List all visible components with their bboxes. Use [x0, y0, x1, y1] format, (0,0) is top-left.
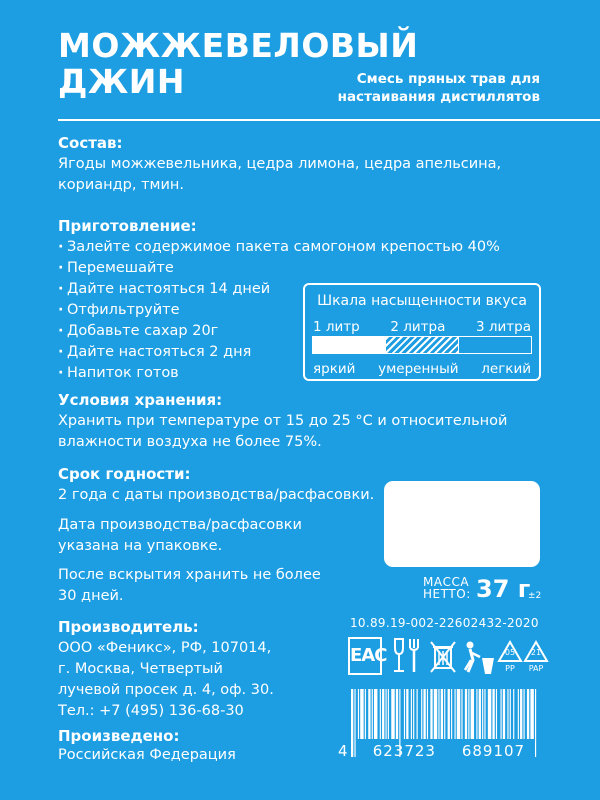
date-stamp-box: [384, 481, 540, 567]
made-in-country: Российская Федерация: [58, 747, 236, 763]
taste-scale: [303, 283, 541, 381]
date-note-line-2: указана на упаковке.: [58, 538, 223, 554]
list-item: · Дайте настояться 14 дней: [58, 279, 500, 300]
list-item: · Дайте настояться 2 дня: [58, 342, 500, 363]
composition-line-2: кориандр, тмин.: [58, 177, 184, 193]
taste-scale-title: Шкала насыщенности вкуса: [317, 293, 527, 309]
after-opening-note: [58, 565, 321, 607]
liter-label: 2 литра: [390, 319, 446, 335]
composition-line-1: Ягоды можжевельника, цедра лимона, цедра апельсина,: [58, 156, 502, 172]
after-opening-line-1: После вскрытия хранить не более: [58, 567, 321, 583]
taste-scale-words: [313, 361, 531, 377]
producer-line-3: лучевой просек д. 4, оф. 30.: [58, 682, 274, 698]
barcode-digits: [338, 742, 538, 760]
liter-label: 3 литра: [476, 319, 531, 335]
taste-scale-bar: [312, 336, 532, 354]
list-item: · Отфильтруйте: [58, 300, 500, 321]
storage-text: [58, 411, 507, 453]
taste-word: умеренный: [378, 361, 459, 377]
date-note-line-1: Дата производства/расфасовки: [58, 517, 302, 533]
list-item: · Перемешайте: [58, 258, 500, 279]
net-mass-value: 37 г: [476, 575, 531, 603]
list-item: · Напиток готов: [58, 363, 500, 384]
composition-heading: Состав:: [58, 134, 123, 152]
made-in-heading: Произведено:: [58, 727, 180, 745]
barcode-digits-left: 623723: [372, 742, 436, 760]
taste-word: яркий: [313, 361, 356, 377]
subtitle-line-2: настаивания дистиллятов: [337, 89, 540, 105]
producer-phone: Тел.: +7 (495) 136-68-30: [58, 703, 244, 719]
shelf-life-text: 2 года с даты производства/расфасовки.: [58, 487, 375, 503]
pp-number: 05: [504, 648, 516, 657]
preparation-heading: Приготовление:: [58, 217, 197, 235]
list-item: · Добавьте сахар 20г: [58, 321, 500, 342]
standard-code: 10.89.19-002-22602432-2020: [350, 616, 539, 630]
shelf-life-heading: Срок годности:: [58, 465, 191, 483]
taste-scale-liters: [313, 319, 531, 335]
storage-line-2: влажности воздуха не более 75%.: [58, 434, 322, 450]
crossed-bin-icon: [430, 640, 456, 676]
net-mass-label: [423, 576, 471, 600]
title-line-2: ДЖИН: [58, 62, 186, 101]
mass-label-line-1: МАССА: [423, 575, 470, 589]
recycle-pap-icon: [523, 640, 549, 676]
mass-label-line-2: НЕТТО:: [423, 587, 471, 601]
producer-line-2: г. Москва, Четвертый: [58, 661, 223, 677]
liter-label: 1 литр: [313, 319, 360, 335]
product-subtitle: [338, 70, 540, 106]
barcode-digits-right: 689107: [461, 742, 526, 760]
eac-mark-icon: EAC: [348, 637, 382, 675]
composition-text: [58, 154, 501, 196]
after-opening-line-2: 30 дней.: [58, 588, 124, 604]
producer-line-1: ООО «Феникс», РФ, 107014,: [58, 640, 272, 656]
pp-label: PP: [505, 664, 515, 673]
scale-segment-light: [459, 337, 531, 353]
production-date-note: [58, 515, 302, 557]
scale-segment-bright: [313, 337, 385, 353]
scale-segment-moderate: [385, 337, 459, 353]
storage-line-1: Хранить при температуре от 15 до 25 °С и относительной: [58, 413, 508, 429]
food-safe-icon: [392, 636, 424, 676]
barcode-digit-first: 4: [338, 742, 349, 760]
list-item: · Залейте содержимое пакета самогоном крепостью 40%: [58, 237, 500, 258]
taste-word: легкий: [481, 361, 531, 377]
recycle-pp-icon: [497, 640, 523, 676]
producer-heading: Производитель:: [58, 618, 199, 636]
pap-number: 21: [530, 648, 542, 657]
storage-heading: Условия хранения:: [58, 391, 223, 409]
producer-address: [58, 638, 274, 722]
pap-label: PAP: [528, 664, 544, 673]
title-line-1: МОЖЖЕВЕЛОВЫЙ: [58, 26, 419, 65]
header-divider: [58, 119, 600, 121]
subtitle-line-1: Смесь пряных трав для: [356, 71, 540, 87]
net-mass-tolerance: ±2: [528, 591, 542, 601]
tidyman-icon: [460, 640, 496, 676]
